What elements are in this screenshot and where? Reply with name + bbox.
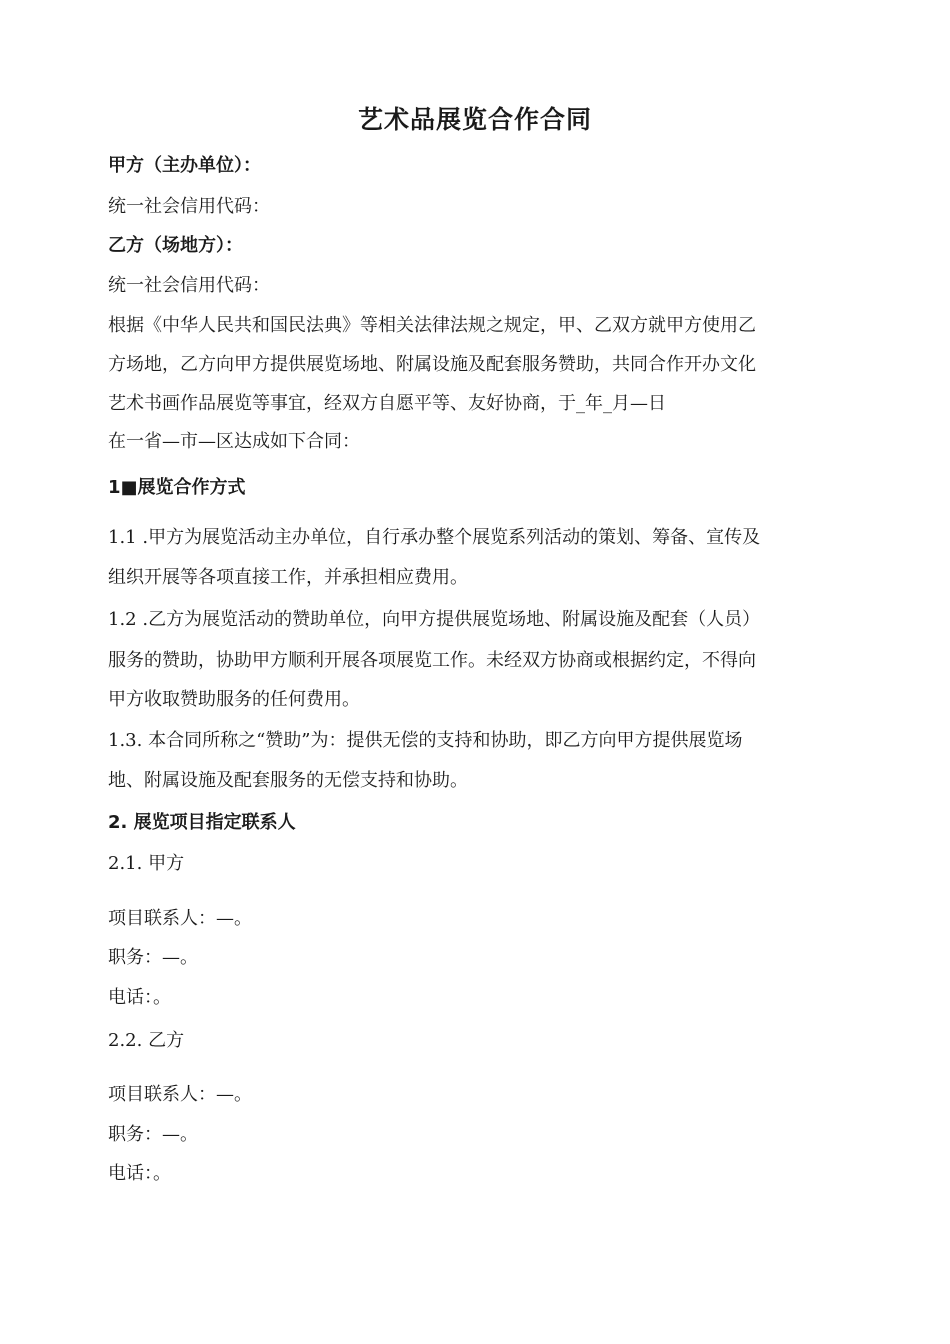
party-a-phone: 电话：。 xyxy=(108,987,171,1008)
party-a-credit-code: 统一社会信用代码： xyxy=(108,196,270,217)
clause-1-2-line: 1.2 .乙方为展览活动的赞助单位，向甲方提供展览场地、附属设施及配套（人员） xyxy=(108,609,761,630)
clause-1-1-line: 1.1 .甲方为展览活动主办单位，自行承办整个展览系列活动的策划、筹备、宣传及 xyxy=(108,527,761,548)
preamble-line: 根据《中华人民共和国民法典》等相关法律法规之规定，甲、乙双方就甲方使用乙 xyxy=(108,315,756,336)
document-title: 艺术品展览合作合同 xyxy=(357,105,592,134)
party-b-phone: 电话：。 xyxy=(108,1163,171,1184)
clause-1-2-line: 服务的赞助，协助甲方顺利开展各项展览工作。未经双方协商或根据约定，不得向 xyxy=(108,650,756,671)
party-b-contact-label: 2.2. 乙方 xyxy=(108,1030,185,1051)
clause-1-3-line: 1.3. 本合同所称之“赞助”为：提供无偿的支持和协助，即乙方向甲方提供展览场 xyxy=(108,730,743,751)
preamble-line: 方场地，乙方向甲方提供展览场地、附属设施及配套服务赞助，共同合作开办文化 xyxy=(108,354,756,375)
preamble-line: 在一省—市—区达成如下合同： xyxy=(108,431,360,452)
party-b-position: 职务：—。 xyxy=(108,1124,198,1145)
party-b-label: 乙方（场地方）： xyxy=(108,235,243,256)
party-a-label: 甲方（主办单位）： xyxy=(108,155,261,176)
clause-1-1-line: 组织开展等各项直接工作，并承担相应费用。 xyxy=(108,567,468,588)
preamble-line: 艺术书画作品展览等事宜，经双方自愿平等、友好协商，于_年_月—日 xyxy=(108,393,666,414)
section-1-heading: 1■展览合作方式 xyxy=(108,477,246,498)
party-a-position: 职务：—。 xyxy=(108,947,198,968)
party-b-credit-code: 统一社会信用代码： xyxy=(108,275,270,296)
party-a-contact-label: 2.1. 甲方 xyxy=(108,853,185,874)
section-2-heading: 2. 展览项目指定联系人 xyxy=(108,812,296,833)
clause-1-2-line: 甲方收取赞助服务的任何费用。 xyxy=(108,689,360,710)
party-b-contact-person: 项目联系人：—。 xyxy=(108,1084,252,1105)
clause-1-3-line: 地、附属设施及配套服务的无偿支持和协助。 xyxy=(108,770,468,791)
party-a-contact-person: 项目联系人：—。 xyxy=(108,908,252,929)
